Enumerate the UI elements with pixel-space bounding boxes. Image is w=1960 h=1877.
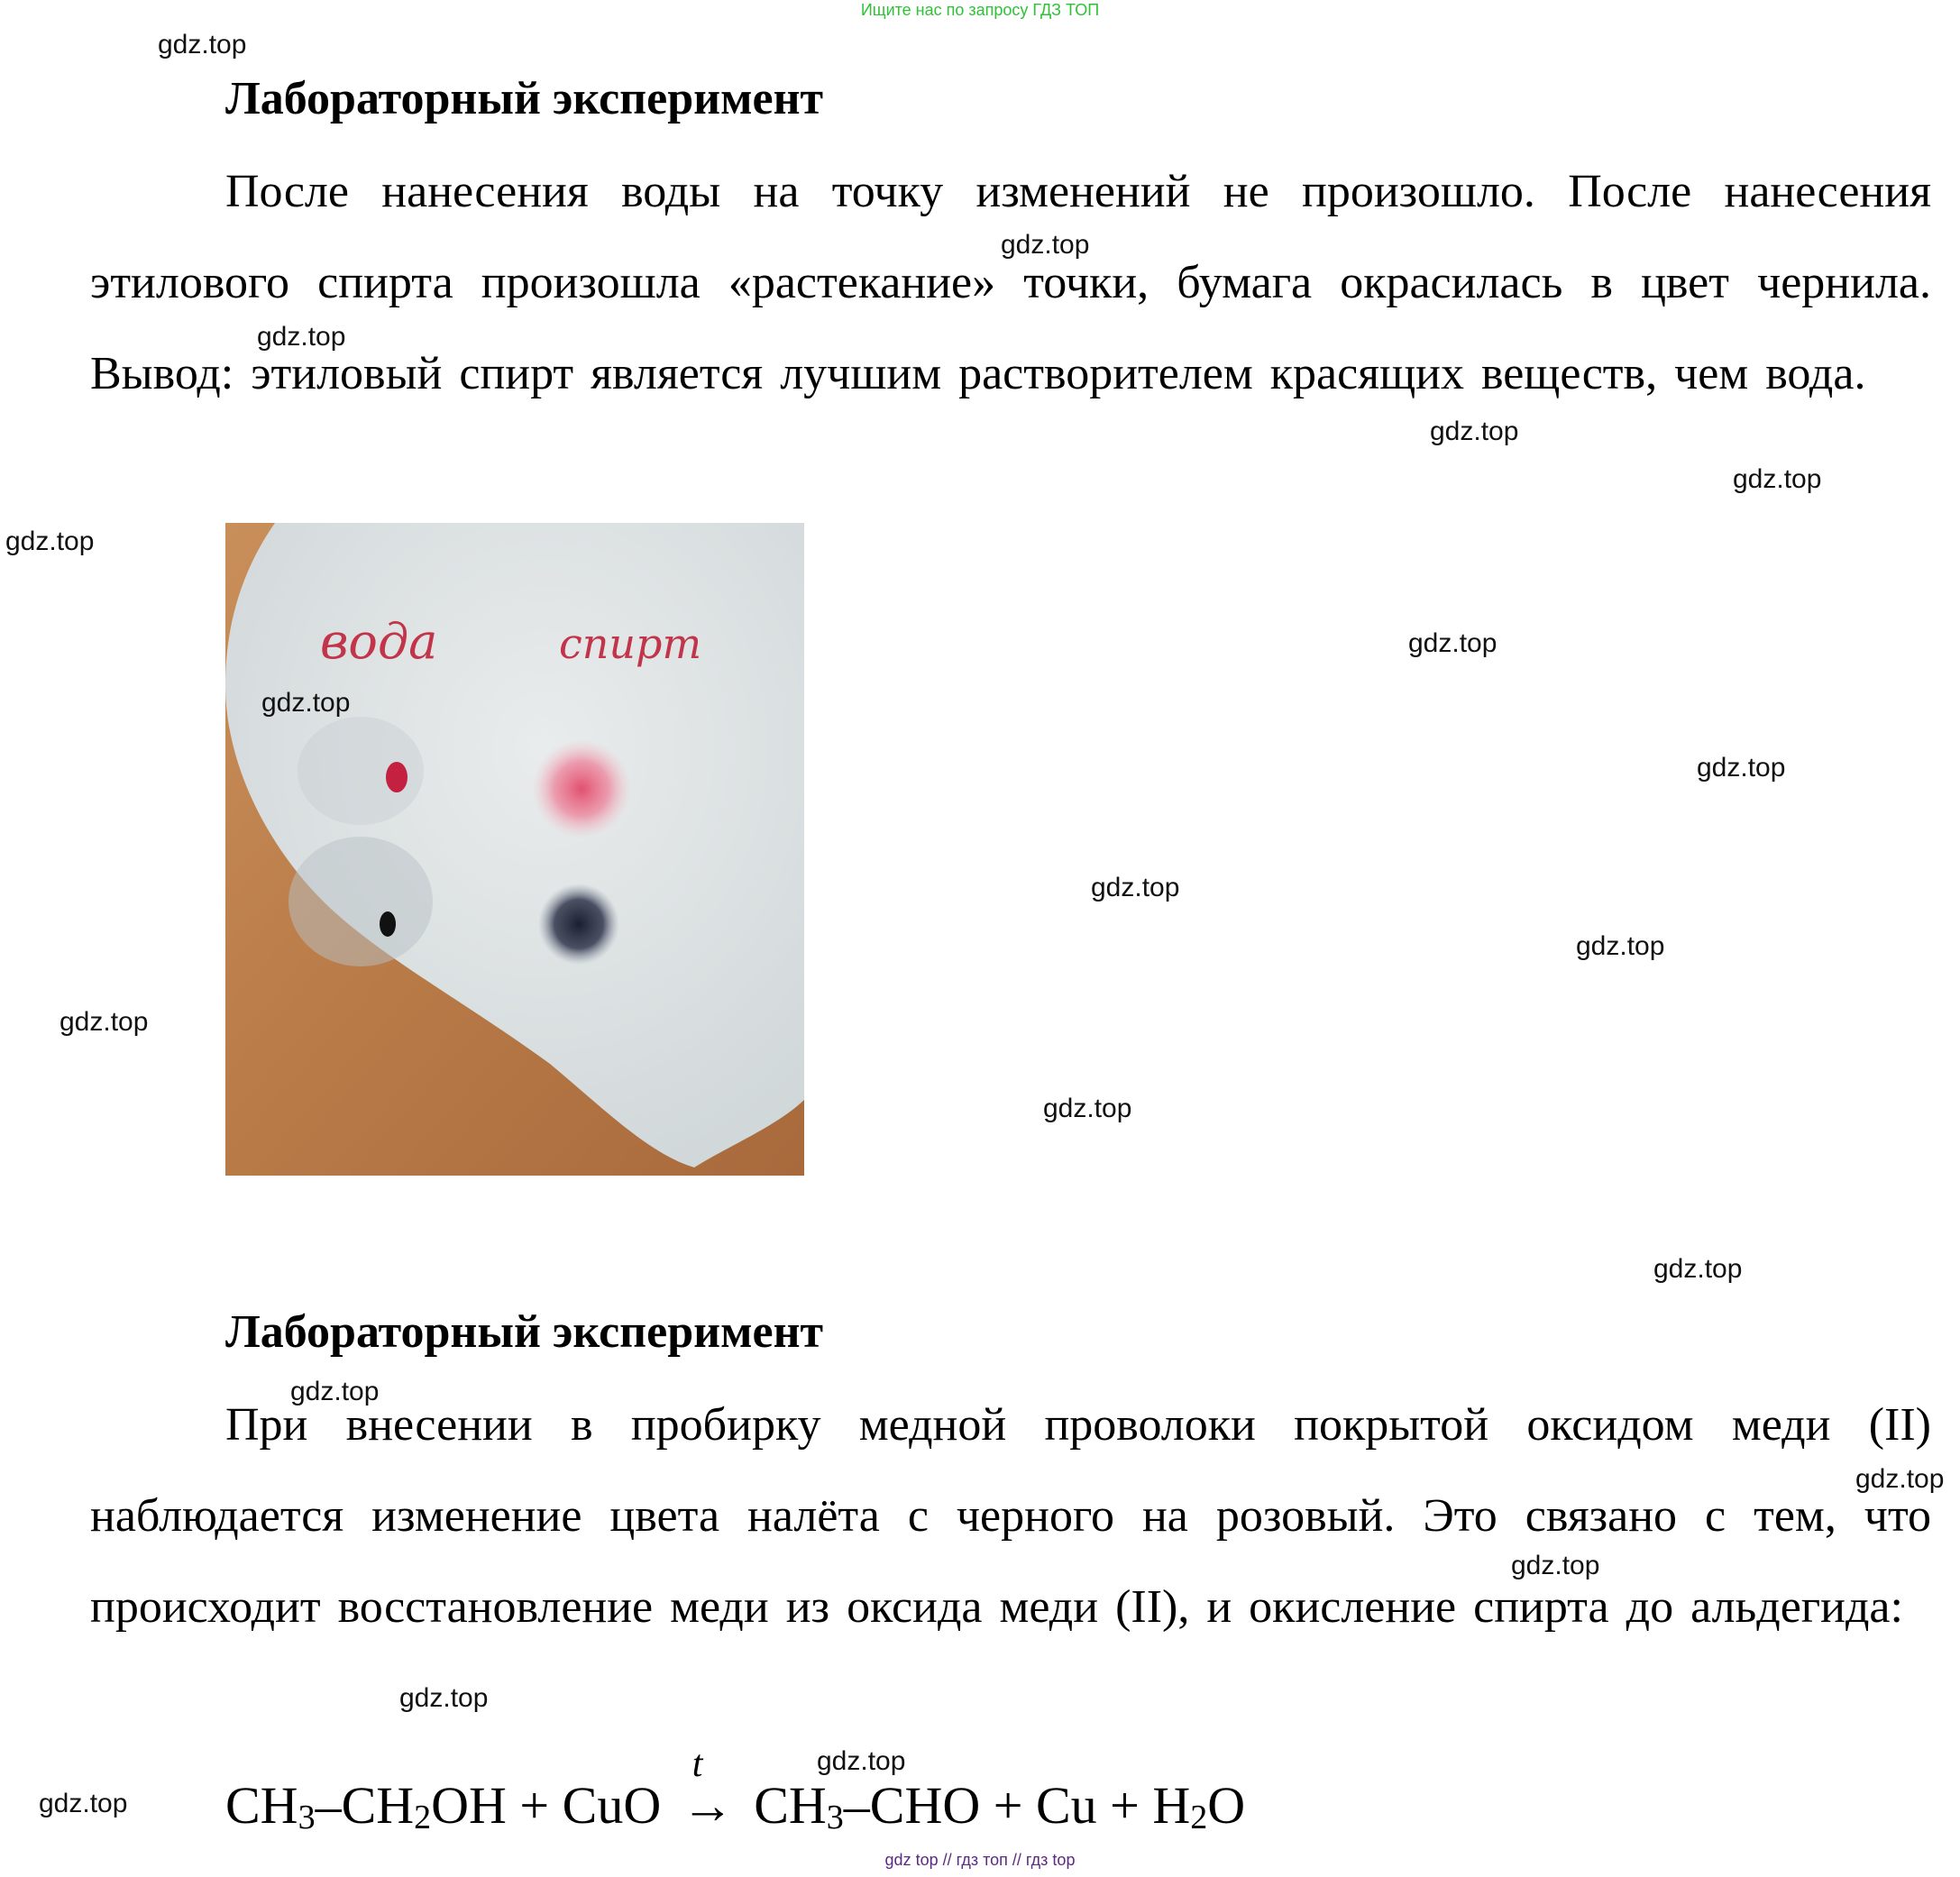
eq-subscript: 2 xyxy=(414,1799,432,1836)
watermark: gdz.top xyxy=(257,322,346,352)
watermark: gdz.top xyxy=(5,526,95,556)
red-spread-alcohol xyxy=(532,739,631,838)
watermark: gdz.top xyxy=(1733,464,1822,494)
eq-term: OH + CuO xyxy=(431,1776,662,1835)
reaction-arrow xyxy=(674,1744,741,1837)
red-dot-water xyxy=(386,762,408,792)
eq-term: –CH xyxy=(315,1776,415,1835)
watermark: gdz.top xyxy=(1408,628,1497,658)
watermark: gdz.top xyxy=(1091,873,1180,902)
chromatography-photo xyxy=(225,523,804,1176)
black-spread-alcohol xyxy=(538,884,619,965)
watermark: gdz.top xyxy=(1001,230,1090,260)
eq-subscript: 3 xyxy=(826,1799,844,1836)
eq-term: –CHO + Cu + H xyxy=(843,1776,1191,1835)
label-water: вода xyxy=(320,613,438,670)
label-alcohol: спирт xyxy=(559,619,702,668)
section1-paragraph: После нанесения воды на точку изменений не произошло. После нанесения этилового спирта произошла «растекание» точки, бумага окрасилась в цвет чернила. Вывод: этиловый спирт является лучшим растворителем красящих веществ, чем вода. xyxy=(90,166,1931,399)
eq-term: O xyxy=(1207,1776,1246,1835)
eq-subscript: 3 xyxy=(298,1799,316,1836)
watermark: gdz.top xyxy=(60,1007,149,1037)
watermark: gdz.top xyxy=(1511,1551,1600,1580)
watermark: gdz.top xyxy=(1855,1464,1945,1494)
watermark: gdz.top xyxy=(290,1377,380,1406)
reaction-condition: t xyxy=(691,1744,703,1785)
top-banner[interactable]: Ищите нас по запросу ГДЗ ТОП xyxy=(860,1,1100,19)
watermark: gdz.top xyxy=(817,1746,906,1776)
eq-subscript: 2 xyxy=(1190,1799,1208,1836)
watermark: gdz.top xyxy=(1697,753,1786,783)
watermark: gdz.top xyxy=(39,1789,128,1818)
water-ring-bottom xyxy=(289,837,433,966)
watermark: gdz.top xyxy=(158,30,247,60)
watermark: gdz.top xyxy=(261,688,351,718)
watermark: gdz.top xyxy=(1043,1094,1132,1123)
section2-heading: Лабораторный эксперимент xyxy=(225,1306,824,1358)
watermark: gdz.top xyxy=(1430,417,1519,446)
watermark: gdz.top xyxy=(399,1683,489,1713)
footer-links[interactable]: gdz top // гдз топ // гдз top xyxy=(884,1851,1076,1869)
watermark: gdz.top xyxy=(1576,931,1665,961)
arrow-glyph: → xyxy=(681,1776,734,1835)
eq-term: CH xyxy=(754,1776,827,1835)
watermark: gdz.top xyxy=(1653,1254,1743,1284)
section1-heading: Лабораторный эксперимент xyxy=(225,73,824,124)
section2-paragraph: При внесении в пробирку медной проволоки покрытой оксидом меди (II) наблюдается изменение цвета налёта с черного на розовый. Это связано с тем, что происходит восстановление меди из оксида меди (II), и окисление спирта до альдегида: xyxy=(90,1399,1931,1633)
eq-term: CH xyxy=(225,1776,298,1835)
black-dot-water xyxy=(380,911,396,937)
